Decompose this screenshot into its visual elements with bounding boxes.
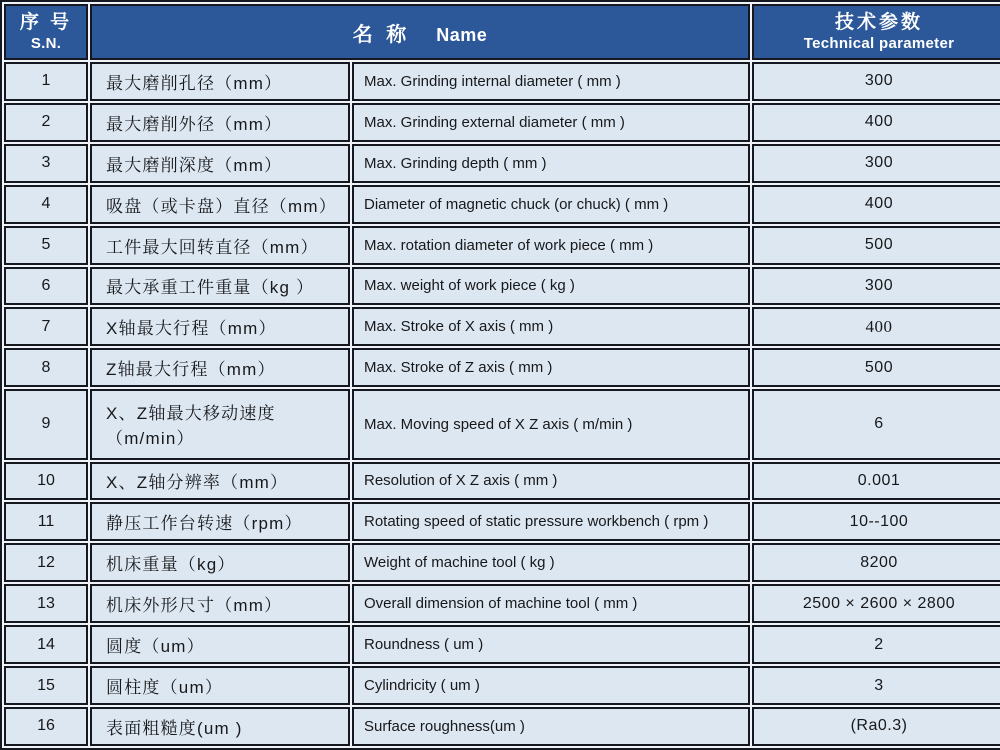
name-cn-cell: 最大承重工件重量（kg ） bbox=[90, 267, 350, 306]
name-en-cell: Max. Grinding depth ( mm ) bbox=[352, 144, 750, 183]
table-row bbox=[4, 502, 1000, 541]
table-row bbox=[4, 707, 1000, 746]
name-cn-cell: X、Z轴分辨率（mm） bbox=[90, 462, 350, 501]
value-cell: 10--100 bbox=[752, 502, 1000, 541]
table-row bbox=[4, 307, 1000, 346]
value-cell: 400 bbox=[752, 307, 1000, 346]
name-en-cell: Overall dimension of machine tool ( mm ) bbox=[352, 584, 750, 623]
name-en-cell: Diameter of magnetic chuck (or chuck) ( mm ) bbox=[352, 185, 750, 224]
value-cell: 400 bbox=[752, 185, 1000, 224]
sn-cell: 3 bbox=[4, 144, 88, 183]
name-en-cell: Max. Stroke of X axis ( mm ) bbox=[352, 307, 750, 346]
value-cell: 500 bbox=[752, 226, 1000, 265]
table-row bbox=[4, 348, 1000, 387]
name-en-cell: Max. Grinding internal diameter ( mm ) bbox=[352, 62, 750, 101]
sn-cell: 6 bbox=[4, 267, 88, 306]
header-row bbox=[4, 4, 1000, 60]
sn-cell: 15 bbox=[4, 666, 88, 705]
name-cn-cell: 机床外形尺寸（mm） bbox=[90, 584, 350, 623]
name-cn-cell: 吸盘（或卡盘）直径（mm） bbox=[90, 185, 350, 224]
name-cn-cell: 圆柱度（um） bbox=[90, 666, 350, 705]
table-row bbox=[4, 185, 1000, 224]
sn-cell: 10 bbox=[4, 462, 88, 501]
name-cn-cell: 最大磨削孔径（mm） bbox=[90, 62, 350, 101]
name-en-cell: Max. Grinding external diameter ( mm ) bbox=[352, 103, 750, 142]
value-cell: 2 bbox=[752, 625, 1000, 664]
sn-cell: 9 bbox=[4, 389, 88, 459]
name-en-cell: Max. Stroke of Z axis ( mm ) bbox=[352, 348, 750, 387]
value-cell: 3 bbox=[752, 666, 1000, 705]
table-row bbox=[4, 584, 1000, 623]
value-cell: 300 bbox=[752, 62, 1000, 101]
sn-cell: 12 bbox=[4, 543, 88, 582]
name-en-cell: Resolution of X Z axis ( mm ) bbox=[352, 462, 750, 501]
sn-cell: 14 bbox=[4, 625, 88, 664]
value-cell: (Ra0.3) bbox=[752, 707, 1000, 746]
header-name-en: Name bbox=[436, 24, 488, 45]
header-param-cn: 技术参数 bbox=[834, 11, 923, 33]
table-row bbox=[4, 103, 1000, 142]
name-en-cell: Max. weight of work piece ( kg ) bbox=[352, 267, 750, 306]
name-cn-cell: 工件最大回转直径（mm） bbox=[90, 226, 350, 265]
sn-cell: 13 bbox=[4, 584, 88, 623]
value-cell: 400 bbox=[752, 103, 1000, 142]
name-cn-cell: X轴最大行程（mm） bbox=[90, 307, 350, 346]
header-sn-en: S.N. bbox=[30, 34, 62, 52]
sn-cell: 5 bbox=[4, 226, 88, 265]
header-sn bbox=[4, 4, 88, 60]
sn-cell: 8 bbox=[4, 348, 88, 387]
name-cn-cell: Z轴最大行程（mm） bbox=[90, 348, 350, 387]
name-en-cell: Roundness ( um ) bbox=[352, 625, 750, 664]
name-en-cell: Max. Moving speed of X Z axis ( m/min ) bbox=[352, 389, 750, 459]
header-name-cn: 名 称 bbox=[352, 23, 411, 46]
table-row bbox=[4, 625, 1000, 664]
header-name bbox=[90, 4, 750, 60]
name-cn-cell: 最大磨削深度（mm） bbox=[90, 144, 350, 183]
table-row bbox=[4, 267, 1000, 306]
name-cn-cell: 最大磨削外径（mm） bbox=[90, 103, 350, 142]
table-row bbox=[4, 462, 1000, 501]
name-en-cell: Rotating speed of static pressure workbench ( rpm ) bbox=[352, 502, 750, 541]
table-row bbox=[4, 226, 1000, 265]
sn-cell: 11 bbox=[4, 502, 88, 541]
name-cn-cell: 静压工作台转速（rpm） bbox=[90, 502, 350, 541]
sn-cell: 16 bbox=[4, 707, 88, 746]
table-row bbox=[4, 62, 1000, 101]
header-technical-parameter bbox=[752, 4, 1000, 60]
header-sn-cn: 序 号 bbox=[19, 11, 73, 33]
table-body bbox=[4, 62, 1000, 746]
value-cell: 300 bbox=[752, 267, 1000, 306]
table-header bbox=[4, 4, 1000, 60]
name-cn-cell: X、Z轴最大移动速度（m/min） bbox=[90, 389, 350, 459]
sn-cell: 2 bbox=[4, 103, 88, 142]
name-en-cell: Max. rotation diameter of work piece ( mm ) bbox=[352, 226, 750, 265]
name-cn-cell: 机床重量（kg） bbox=[90, 543, 350, 582]
value-cell: 6 bbox=[752, 389, 1000, 459]
table-row bbox=[4, 666, 1000, 705]
name-cn-cell: 圆度（um） bbox=[90, 625, 350, 664]
value-cell: 500 bbox=[752, 348, 1000, 387]
name-en-cell: Weight of machine tool ( kg ) bbox=[352, 543, 750, 582]
table-row bbox=[4, 389, 1000, 459]
value-cell: 8200 bbox=[752, 543, 1000, 582]
value-cell: 300 bbox=[752, 144, 1000, 183]
value-cell: 0.001 bbox=[752, 462, 1000, 501]
sn-cell: 4 bbox=[4, 185, 88, 224]
name-en-cell: Cylindricity ( um ) bbox=[352, 666, 750, 705]
table-row bbox=[4, 543, 1000, 582]
header-param-en: Technical parameter bbox=[803, 34, 955, 52]
name-cn-cell: 表面粗糙度(um ) bbox=[90, 707, 350, 746]
table-row bbox=[4, 144, 1000, 183]
name-en-cell: Surface roughness(um ) bbox=[352, 707, 750, 746]
value-cell: 2500 × 2600 × 2800 bbox=[752, 584, 1000, 623]
sn-cell: 1 bbox=[4, 62, 88, 101]
sn-cell: 7 bbox=[4, 307, 88, 346]
